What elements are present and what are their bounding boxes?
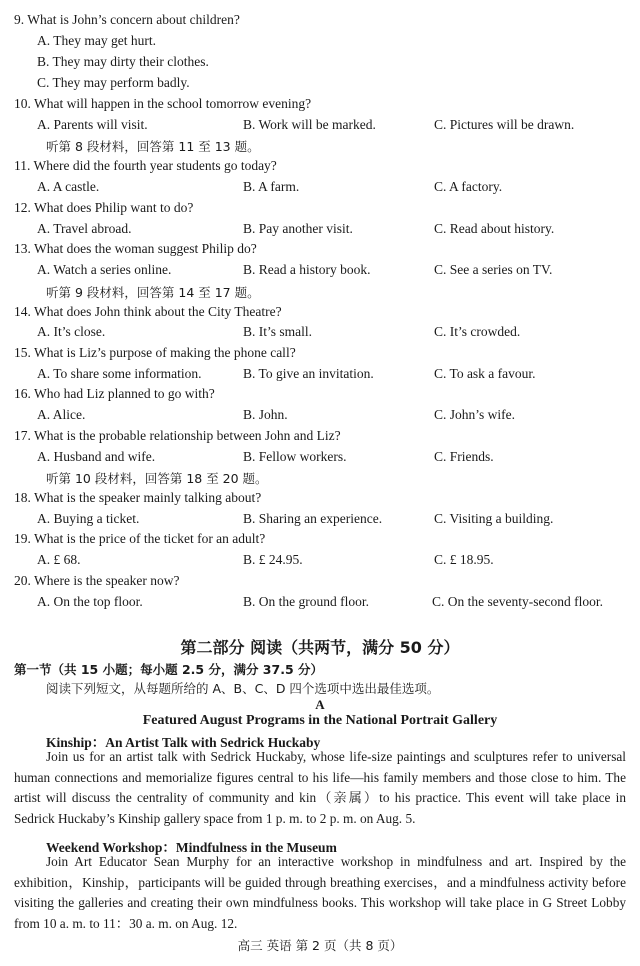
q12-option-a: A. Travel abroad. [37,221,132,236]
program-1-description: Join us for an artist talk with Sedrick Huckaby, whose life-size paintings and sculptures refer to universal human connections and memorialize figures central to his life—his family members and those close to him. The artist will discuss the centrality of community and kin（亲属）to his practice. This event will take place in Sedrick Huckaby’s Kinship gallery space from 1 p. m. to 2 p. m. on Aug. 5. [14,749,626,827]
q17-option-c: C. Friends. [434,449,494,464]
q11-option-c: C. A factory. [434,179,503,194]
q15-option-b: B. To give an invitation. [243,366,374,381]
q19-option-c: C. £ 18.95. [434,552,494,567]
passage-title: Featured August Programs in the National Portrait Gallery [142,713,498,728]
question-18-stem: 18. What is the speaker mainly talking about? [14,490,262,505]
q19-option-a: A. £ 68. [37,552,81,567]
question-15-stem: 15. What is Liz’s purpose of making the phone call? [14,345,296,360]
q13-option-b: B. Read a history book. [243,262,371,277]
question-10-stem: 10. What will happen in the school tomorrow evening? [14,96,312,111]
reading-instruction: 阅读下列短文，从每题所给的 A、B、C、D 四个选项中选出最佳选项。 [46,681,440,696]
q12-option-b: B. Pay another visit. [243,221,353,236]
question-12-stem: 12. What does Philip want to do? [14,200,194,215]
q11-option-a: A. A castle. [37,179,100,194]
question-16-stem: 16. Who had Liz planned to go with? [14,386,215,401]
q18-option-b: B. Sharing an experience. [243,511,383,526]
q18-option-a: A. Buying a ticket. [37,511,140,526]
q20-option-b: B. On the ground floor. [243,594,369,609]
q13-option-a: A. Watch a series online. [37,262,172,277]
listening-note-10: 听第 10 段材料，回答第 18 至 20 题。 [46,471,268,486]
question-11-stem: 11. Where did the fourth year students go today? [14,158,277,173]
page-footer: 高三 英语 第 2 页（共 8 页） [237,938,403,953]
listening-note-8: 听第 8 段材料，回答第 11 至 13 题。 [46,139,260,154]
q13-option-c: C. See a series on TV. [434,262,553,277]
q9-option-a: A. They may get hurt. [37,33,156,48]
program-2-heading: Weekend Workshop：Mindfulness in the Museum [46,840,337,855]
q17-option-a: A. Husband and wife. [37,449,156,464]
q19-option-b: B. £ 24.95. [243,552,303,567]
section-one-heading: 第一节（共 15 小题；每小题 2.5 分，满分 37.5 分） [14,662,323,677]
q12-option-c: C. Read about history. [434,221,555,236]
q17-option-b: B. Fellow workers. [243,449,347,464]
question-9-stem: 9. What is John’s concern about children? [14,12,240,27]
q16-option-b: B. John. [243,407,288,422]
part-two-title: 第二部分 阅读（共两节，满分 50 分） [180,638,460,657]
q15-option-a: A. To share some information. [37,366,202,381]
q10-option-c: C. Pictures will be drawn. [434,117,575,132]
listening-note-9: 听第 9 段材料，回答第 14 至 17 题。 [46,285,260,300]
q18-option-c: C. Visiting a building. [434,511,554,526]
q14-option-a: A. It’s close. [37,324,106,339]
passage-letter: A [315,697,325,712]
question-19-stem: 19. What is the price of the ticket for an adult? [14,531,266,546]
q20-option-c: C. On the seventy-second floor. [432,594,603,609]
q14-option-c: C. It’s crowded. [434,324,521,339]
question-14-stem: 14. What does John think about the City Theatre? [14,304,282,319]
question-20-stem: 20. Where is the speaker now? [14,573,180,588]
q15-option-c: C. To ask a favour. [434,366,536,381]
q16-option-a: A. Alice. [37,407,86,422]
q14-option-b: B. It’s small. [243,324,313,339]
q11-option-b: B. A farm. [243,179,300,194]
q10-option-a: A. Parents will visit. [37,117,148,132]
question-17-stem: 17. What is the probable relationship between John and Liz? [14,428,341,443]
question-13-stem: 13. What does the woman suggest Philip do? [14,241,257,256]
q16-option-c: C. John’s wife. [434,407,515,422]
q9-option-b: B. They may dirty their clothes. [37,54,209,69]
program-1-heading: Kinship：An Artist Talk with Sedrick Huckaby [46,735,321,750]
q20-option-a: A. On the top floor. [37,594,143,609]
q10-option-b: B. Work will be marked. [243,117,376,132]
program-2-description: Join Art Educator Sean Murphy for an interactive workshop in mindfulness and art. Inspired by the exhibition，Kinship，participants will be guided through breathing exercises，and a mindfulness activity before visiting the galleries and creating their own mindfulness books. This workshop will take place in G Street Lobby from 10 a. m. to 11：30 a. m. on Aug. 12. [14,854,626,932]
q9-option-c: C. They may perform badly. [37,75,190,90]
